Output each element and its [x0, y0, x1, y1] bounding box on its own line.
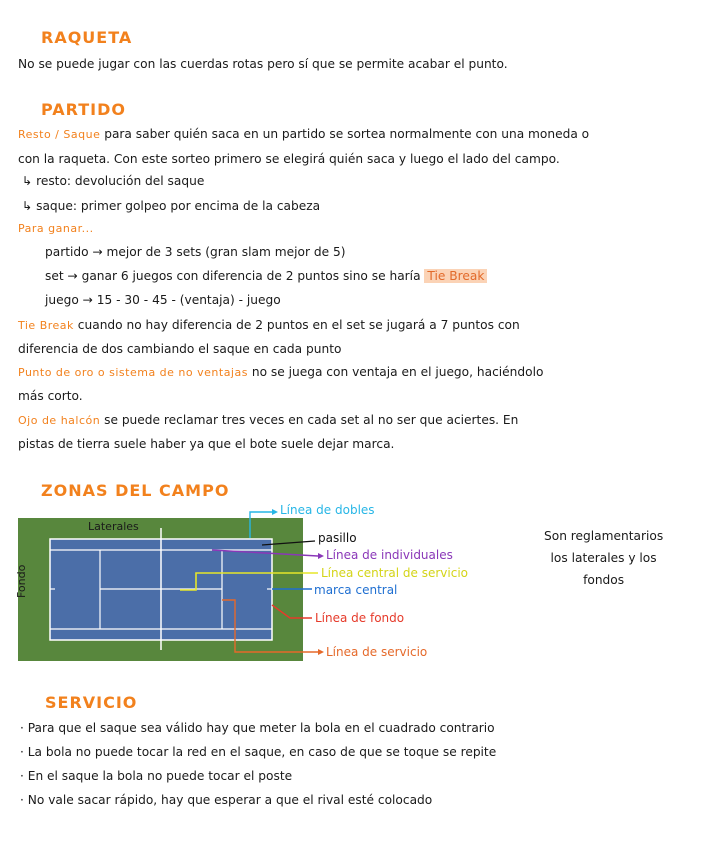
para-ganar-label: Para ganar... — [18, 222, 94, 235]
label-marca-central: marca central — [314, 583, 398, 597]
punto-oro-text-2: más corto. — [18, 389, 83, 403]
zonas-note — [544, 528, 663, 588]
servicio-heading: SERVICIO — [45, 693, 138, 712]
arrow-return-icon: ↳ — [22, 199, 37, 213]
servicio-rule-text: Para que el saque sea válido hay que meter la bola en el cuadrado contrario — [27, 721, 495, 735]
set-rule: set → ganar 6 juegos con diferencia de 2 puntos sino se haría — [45, 269, 421, 283]
servicio-rule-text: En el saque la bola no puede tocar el poste — [27, 769, 293, 783]
label-servicio: Línea de servicio — [326, 645, 428, 659]
servicio-rule: · En el saque la bola no puede tocar el poste — [20, 769, 293, 783]
resto-saque-label: Resto / Saque — [18, 128, 101, 141]
laterales-label: Laterales — [88, 520, 139, 533]
partido-heading: PARTIDO — [41, 100, 126, 119]
label-central-servicio: Línea central de servicio — [321, 566, 468, 580]
zonas-note-2: los laterales y los — [550, 551, 657, 565]
servicio-rule-text: La bola no puede tocar la red en el saque, en caso de que se toque se repite — [27, 745, 497, 759]
saque-def-text: saque: primer golpeo por encima de la cabeza — [36, 199, 321, 213]
servicio-rule: · Para que el saque sea válido hay que meter la bola en el cuadrado contrario — [20, 721, 495, 735]
arrow-servicio-icon — [318, 649, 324, 655]
servicio-rule: · No vale sacar rápido, hay que esperar a que el rival esté colocado — [20, 793, 433, 807]
resto-def-text: resto: devolución del saque — [36, 174, 205, 188]
zonas-note-3: fondos — [583, 573, 625, 587]
resto-saque-text-1: para saber quién saca en un partido se sortea normalmente con una moneda o — [104, 127, 590, 141]
arrow-individuales-icon — [318, 553, 324, 559]
partido-rule: partido → mejor de 3 sets (gran slam mejor de 5) — [45, 245, 346, 259]
label-pasillo: pasillo — [318, 531, 357, 545]
punto-oro-text-1: no se juega con ventaja en el juego, haciéndolo — [251, 365, 544, 379]
ojo-label: Ojo de halcón — [18, 414, 101, 427]
tie-break-label: Tie Break — [18, 319, 74, 332]
label-dobles: Línea de dobles — [280, 503, 375, 517]
raqueta-text: No se puede jugar con las cuerdas rotas pero sí que se permite acabar el punto. — [18, 57, 508, 71]
juego-rule: juego → 15 - 30 - 45 - (ventaja) - juego — [45, 293, 281, 307]
servicio-rule-text: No vale sacar rápido, hay que esperar a que el rival esté colocado — [27, 793, 433, 807]
arrow-dobles-icon — [272, 509, 278, 515]
resto-saque-text-2: con la raqueta. Con este sorteo primero se elegirá quién saca y luego el lado del campo. — [18, 152, 560, 166]
tie-break-text-1: cuando no hay diferencia de 2 puntos en el set se jugará a 7 puntos con — [77, 318, 520, 332]
punto-oro-label: Punto de oro o sistema de no ventajas — [18, 366, 248, 379]
fondo-label: Fondo — [15, 564, 28, 598]
label-individuales: Línea de individuales — [326, 548, 453, 562]
tie-break-text-2: diferencia de dos cambiando el saque en cada punto — [18, 342, 342, 356]
servicio-rule: · La bola no puede tocar la red en el saque, en caso de que se toque se repite — [20, 745, 497, 759]
zonas-note-1: Son reglamentarios — [544, 529, 664, 543]
ojo-text-2: pistas de tierra suele haber ya que el bote suele dejar marca. — [18, 437, 395, 451]
ojo-text-1: se puede reclamar tres veces en cada set al no ser que aciertes. En — [104, 413, 519, 427]
zonas-heading: ZONAS DEL CAMPO — [41, 481, 230, 500]
label-fondo: Línea de fondo — [315, 611, 405, 625]
arrow-return-icon: ↳ — [22, 174, 37, 188]
tie-break-highlight: Tie Break — [424, 269, 487, 283]
raqueta-heading: RAQUETA — [41, 28, 133, 47]
